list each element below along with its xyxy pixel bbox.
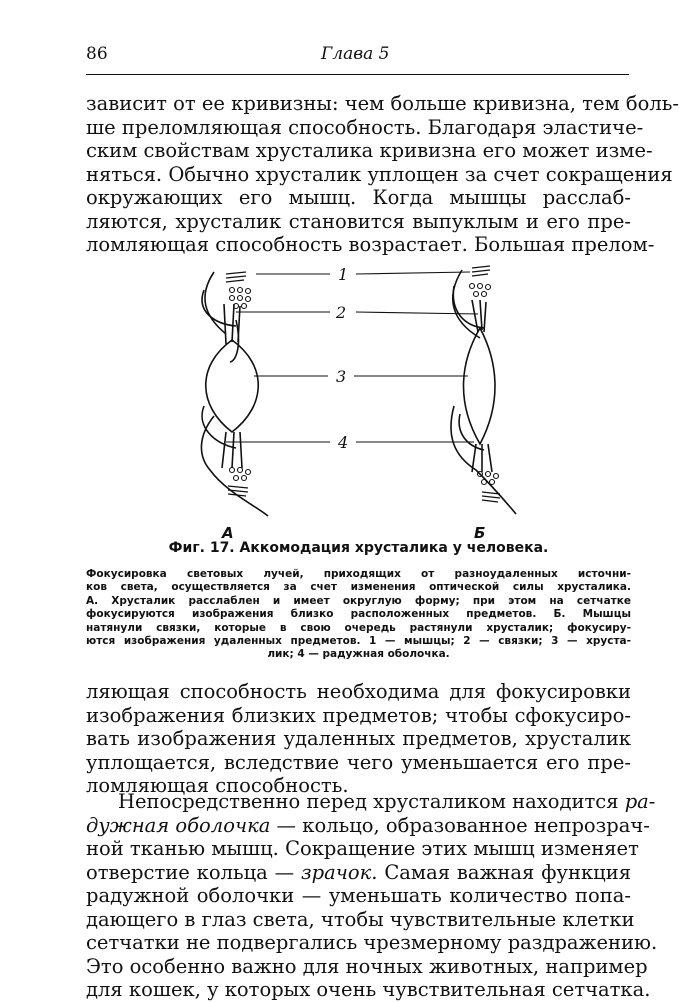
text-line: ше преломляющая способность. Благодаря эластиче-	[86, 115, 644, 139]
figure-caption-body	[86, 568, 631, 662]
text-line: радужной оболочки — уменьшать количество попа-	[86, 884, 631, 907]
text-line	[86, 790, 656, 814]
text-line: уплощается, вследствие чего уменьшается его пре-	[86, 750, 631, 774]
text-span: отверстие кольца —	[86, 860, 302, 884]
text-line: няться. Обычно хрусталик уплощен за счет сокращения	[86, 162, 673, 186]
caption-line: Фокусировка световых лучей, приходящих от разноудаленных источни-	[86, 568, 631, 580]
lower-tissue-a	[201, 416, 268, 516]
panel-a-label: А	[222, 524, 234, 542]
paragraph-2	[86, 680, 631, 798]
text-span: ра-	[624, 790, 656, 813]
paragraph-1	[86, 92, 679, 257]
panel-b-diagram	[451, 270, 516, 514]
figure-label-2: 2	[336, 303, 347, 322]
text-line	[86, 813, 650, 838]
figure-label-3: 3	[336, 367, 347, 386]
header-rule	[86, 74, 629, 75]
lower-tissue-b	[451, 406, 516, 514]
upper-tissue-b	[453, 270, 480, 338]
text-line: зависит от ее кривизны: чем больше кривизна, тем боль-	[86, 92, 679, 115]
text-line: вать изображения удаленных предметов, хрусталик	[86, 727, 631, 750]
caption-line: ются изображения удаленных предметов. 1 — мышцы; 2 — связки; 3 — хруста-	[86, 635, 631, 648]
caption-line: натянули связки, которые в свою очередь растянули хрусталик; фокусиру-	[86, 621, 631, 634]
text-line: ной тканью мышц. Сокращение этих мышц изменяет	[86, 837, 639, 860]
text-line	[86, 861, 631, 885]
text-line: окружающих его мышц. Когда мышцы расслаб-	[86, 186, 631, 209]
text-line: Это особенно важно для ночных животных, например	[86, 954, 648, 978]
text-line: ломляющая способность.	[86, 774, 349, 797]
caption-line: лик; 4 — радужная оболочка.	[267, 648, 450, 661]
figure-caption-title: Фиг. 17. Аккомодация хрусталика у человека.	[168, 540, 549, 556]
panel-b-label: Б	[474, 524, 486, 542]
text-line: для кошек, у которых очень чувствительная сетчатка.	[86, 978, 651, 1001]
text-span: Непосредственно перед хрусталиком находится	[118, 790, 625, 813]
caption-line: фокусируются изображения близко расположенных предметов. Б. Мышцы	[86, 608, 631, 621]
text-span: зрачок.	[301, 860, 378, 884]
text-line: изображения близких предметов; чтобы сфокусиро-	[86, 703, 631, 727]
lens-b	[464, 328, 496, 444]
caption-line: А. Хрусталик расслаблен и имеет округлую форму; при этом на сетчатке	[86, 594, 631, 607]
text-line: ляются, хрусталик становится выпуклым и его пре-	[86, 209, 631, 233]
page-header	[86, 42, 631, 72]
text-line: ляющая способность необходима для фокусировки	[86, 680, 631, 703]
text-line: сетчатки не подвергались чрезмерному раздражению.	[86, 931, 658, 954]
upper-tissue-a	[205, 272, 226, 334]
label-leaders	[226, 272, 478, 442]
lens-accommodation-figure	[86, 256, 631, 546]
figure-label-4: 4	[338, 433, 349, 452]
text-span: — кольцо, образованное непрозрач-	[270, 813, 650, 837]
text-line: дающего в глаз света, чтобы чувствительные клетки	[86, 907, 635, 931]
text-span: дужная оболочка	[86, 813, 271, 837]
text-line: ским свойствам хрусталика кривизна его может изме-	[86, 139, 653, 162]
paragraph-3	[86, 790, 658, 1002]
lens-a	[206, 340, 259, 432]
page-number: 86	[86, 44, 108, 64]
text-line: ломляющая способность возрастает. Большая прелом-	[86, 233, 655, 256]
caption-line: ков света, осуществляется за счет изменения оптической силы хрусталика.	[86, 581, 631, 594]
figure-label-1: 1	[338, 265, 349, 284]
chapter-title: Глава 5	[321, 44, 390, 64]
text-span: Самая важная функция	[377, 860, 631, 884]
